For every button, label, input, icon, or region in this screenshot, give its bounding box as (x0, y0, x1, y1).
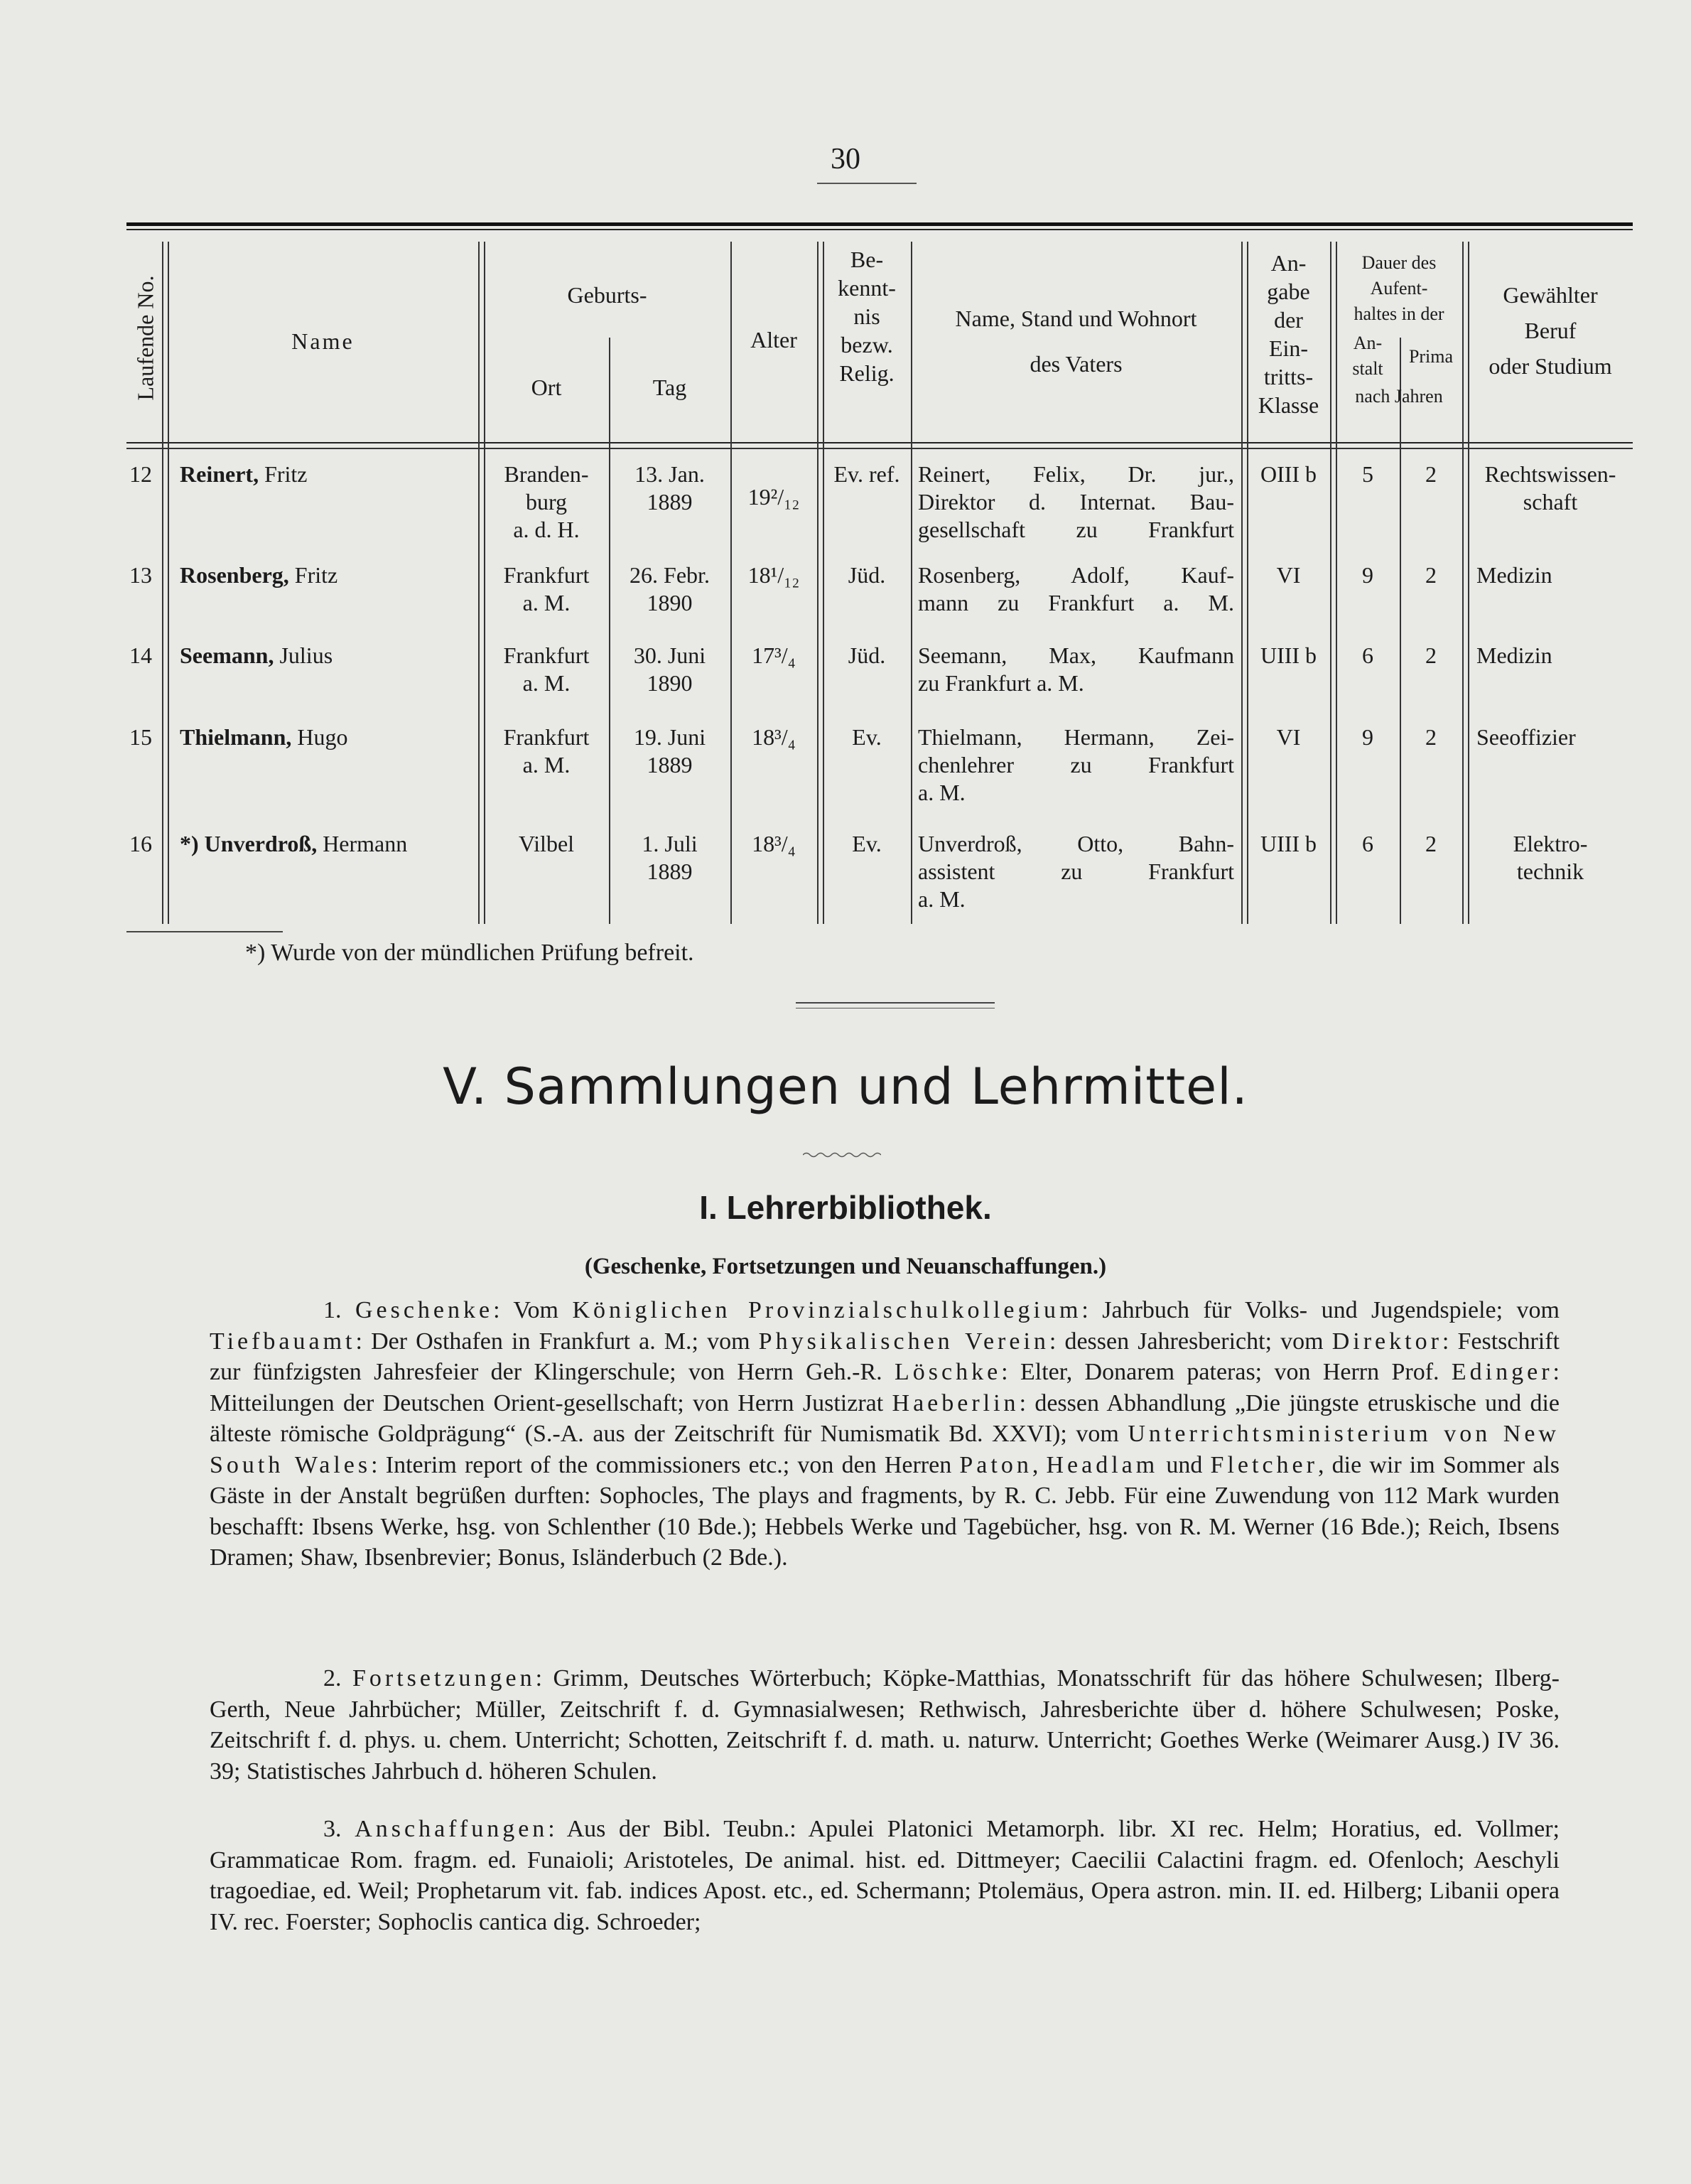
birth-place: Branden- burg a. d. H. (504, 461, 589, 542)
religion: Ev. (852, 724, 882, 750)
birth-place: Frankfurt a. M. (503, 724, 590, 778)
row-number: 15 (129, 724, 152, 750)
birth-place: Vilbel (518, 831, 575, 856)
section-title: V. Sammlungen und Lehrmittel. (443, 1058, 1248, 1116)
paragraph-text: 2. (323, 1665, 352, 1691)
father-info: Seemann, Max, Kaufmann zu Frankfurt a. M. (918, 642, 1234, 696)
row-number: 13 (129, 562, 152, 588)
father-info: Rosenberg, Adolf, Kauf- mann zu Frankfurt a. M. (918, 562, 1234, 615)
entry-class: UIII b (1260, 642, 1317, 668)
header-laufende-no: Laufende No. (132, 275, 158, 400)
column-divider (478, 242, 480, 924)
age: 19²/₁₂ (747, 484, 800, 510)
years-prima: 2 (1425, 831, 1437, 856)
student-name: Reinert, Fritz (180, 461, 308, 487)
header-alter: Alter (750, 327, 797, 353)
father-info: Reinert, Felix, Dr. jur., Direktor d. Internat. Bau- gesellschaft zu Frankfurt (918, 461, 1234, 542)
paragraph-text: : Grimm, Deutsches Wörterbuch; Köpke-Matthias, Monatsschrift für das höhere Schulwesen; Ilberg-Gerth, Neue Jahrbücher; Müller, Zeitschrift f. d. Gymnasialwesen; Rethwisch, Jahresberichte über d. höhere Schulwesen; Poske, Zeitschrift f. d. phys. u. chem. Unterricht; Schotten, Zeitschrift f. d. math. u. naturw. Unterricht; Goethes Werke (Weimarer Ausg.) IV 36. 39; Statistisches Jahrbuch d. höheren Schulen. (210, 1665, 1560, 1785)
paragraph-text: : Aus der Bibl. Teubn.: Apulei Platonici Metamorph. libr. XI rec. Helm; Horatius, ed. Vollmer; Grammaticae Rom. fragm. ed. Funaioli; Aristoteles, De animal. hist. ed. Dittmeyer; Caecilii Calactini fragm. ed. Ofenloch; Aeschyli tragoediae, ed. Weil; Prophetarum vit. fab. indices Apost. etc., ed. Schermann; Ptolemäus, Opera astron. min. II. ed. Hilberg; Libanii opera IV. rec. Foerster; Sophoclis cantica dig. Schroeder; (210, 1816, 1560, 1935)
emphasized-text: Fletcher (1210, 1451, 1318, 1478)
paragraph-text: , (1032, 1451, 1047, 1478)
column-divider (162, 242, 163, 924)
row-number: 14 (129, 642, 152, 668)
column-divider (817, 242, 819, 924)
student-name: Thielmann, Hugo (180, 724, 348, 750)
header-prima: Prima (1408, 346, 1454, 367)
years-anstalt: 6 (1362, 642, 1373, 668)
religion: Jüd. (848, 562, 886, 588)
row-number: 12 (129, 461, 152, 487)
birth-date: 26. Febr. 1890 (630, 562, 710, 615)
paragraph-text: : Festschrift zur fünfzigsten Jahresfeier der Klingerschule; von Herrn Geh.-R. (210, 1328, 1560, 1385)
years-prima: 2 (1425, 562, 1437, 588)
table-header-rule (126, 442, 1633, 443)
emphasized-text: Unterrichtsministerium von New South Wales (210, 1421, 1560, 1478)
emphasized-text: Tiefbauamt (210, 1328, 356, 1355)
birth-date: 30. Juni 1890 (633, 642, 706, 696)
header-beruf: Gewählter Beruf oder Studium (1489, 282, 1612, 379)
paragraph-text: : Interim report of the commissioners etc.; von den Herren (371, 1451, 960, 1478)
age: 18³/₄ (752, 724, 796, 750)
father-info: Thielmann, Hermann, Zei- chenlehrer zu Frankfurt a. M. (918, 724, 1234, 805)
column-divider (1462, 242, 1464, 924)
table-top-rule (126, 222, 1633, 226)
page-number: 30 (831, 143, 860, 176)
chosen-career: Rechtswissen- schaft (1484, 461, 1616, 515)
section-separator (796, 1002, 995, 1004)
paragraph-text: : Mitteilungen der Deutschen Orient-gesellschaft; von Herrn Justizrat (210, 1359, 1560, 1416)
student-name: Seemann, Julius (180, 642, 333, 668)
years-anstalt: 6 (1362, 831, 1373, 856)
emphasized-text: Geschenke (355, 1297, 494, 1323)
years-prima: 2 (1425, 642, 1437, 668)
chosen-career: Elektro- technik (1513, 831, 1588, 884)
paragraph-fortsetzungen (210, 1663, 1560, 1787)
student-name: *) Unverdroß, Hermann (180, 831, 408, 856)
emphasized-text: Haeberlin (892, 1389, 1020, 1416)
father-info: Unverdroß, Otto, Bahn- assistent zu Frankfurt a. M. (918, 831, 1234, 912)
header-nach-jahren: nach Jahren (1355, 386, 1443, 407)
chosen-career: Medizin (1476, 642, 1552, 668)
paragraph-text: : Vom (493, 1297, 573, 1323)
paragraph-text: 1. (323, 1297, 355, 1323)
age: 18³/₄ (752, 831, 796, 856)
footnote: *) Wurde von der mündlichen Prüfung befreit. (245, 940, 694, 966)
subsection-subtitle: (Geschenke, Fortsetzungen und Neuanschaffungen.) (584, 1254, 1107, 1279)
paragraph-anschaffungen (210, 1814, 1560, 1937)
religion: Ev. ref. (833, 461, 900, 487)
paragraph-text: : dessen Abhandlung „Die jüngste etruskische und die älteste römische Goldprägung“ (S.-A. aus der Zeitschrift für Numismatik Bd. XXVI); vom (210, 1389, 1560, 1447)
header-tag: Tag (652, 375, 687, 400)
header-geburts: Geburts- (567, 282, 647, 308)
birth-date: 1. Juli 1889 (642, 831, 698, 884)
paragraph-text: : Jahrbuch für Volks- und Jugendspiele; vom (1081, 1297, 1560, 1323)
years-anstalt: 9 (1362, 724, 1373, 750)
chosen-career: Medizin (1476, 562, 1552, 588)
table-top-rule-thin (126, 229, 1633, 230)
emphasized-text: Paton (959, 1451, 1032, 1478)
birth-place: Frankfurt a. M. (503, 642, 590, 696)
chosen-career: Seeoffizier (1476, 724, 1576, 750)
header-vater: Name, Stand und Wohnort des Vaters (955, 306, 1197, 377)
emphasized-text: Königlichen Provinzialschulkollegium (572, 1297, 1082, 1323)
emphasized-text: Physikalischen Verein (758, 1328, 1049, 1355)
emphasized-text: Anschaffungen (355, 1816, 549, 1842)
religion: Jüd. (848, 642, 886, 668)
emphasized-text: Headlam (1046, 1451, 1159, 1478)
header-name: Name (291, 328, 355, 354)
years-anstalt: 9 (1362, 562, 1373, 588)
religion: Ev. (852, 831, 882, 856)
emphasized-text: Direktor (1331, 1328, 1442, 1355)
paragraph-text: und (1158, 1451, 1211, 1478)
page-number-rule (817, 183, 917, 184)
header-dauer: Dauer des Aufent- haltes in der (1354, 252, 1444, 324)
birth-date: 19. Juni 1889 (633, 724, 706, 778)
paragraph-text: : Der Osthafen in Frankfurt a. M.; vom (355, 1328, 759, 1355)
header-eintritts-klasse: An- gabe der Ein- tritts- Klasse (1258, 250, 1319, 418)
paragraph-text: , die wir im Sommer als Gäste in der Anstalt begrüßen durften: Sophocles, The plays and fragments, by R. C. Jebb. Für eine Zuwendung von 112 Mark wurden beschafft: Ibsens Werke, hsg. von Schlenther (10 Bde.); Hebbels Werke und Tagebücher, hsg. von R. M. Werner (16 Bde.); Reich, Ibsens Dramen; Shaw, Ibsenbrevier; Bonus, Isländerbuch (2 Bde.). (210, 1451, 1560, 1571)
age: 17³/₄ (752, 642, 796, 668)
row-number: 16 (129, 831, 152, 856)
footnote-rule (126, 931, 283, 932)
years-prima: 2 (1425, 724, 1437, 750)
years-prima: 2 (1425, 461, 1437, 487)
years-anstalt: 5 (1362, 461, 1373, 487)
subsection-title: I. Lehrerbibliothek. (699, 1189, 992, 1226)
birth-date: 13. Jan. 1889 (634, 461, 705, 515)
header-anstalt: An- stalt (1352, 333, 1383, 379)
student-name: Rosenberg, Fritz (180, 562, 338, 588)
entry-class: VI (1276, 562, 1301, 588)
header-ort: Ort (531, 375, 562, 400)
table-header-rule-thin (126, 448, 1633, 449)
emphasized-text: Edinger (1451, 1359, 1553, 1385)
paragraph-text: 3. (323, 1816, 355, 1842)
column-divider (1241, 242, 1243, 924)
age: 18¹/₁₂ (747, 562, 800, 588)
entry-class: UIII b (1260, 831, 1317, 856)
entry-class: VI (1276, 724, 1301, 750)
wavy-underline (803, 1151, 881, 1158)
emphasized-text: Löschke (894, 1359, 1002, 1385)
paragraph-text: : dessen Jahresbericht; vom (1049, 1328, 1332, 1355)
birth-place: Frankfurt a. M. (503, 562, 590, 615)
header-bekenntnis: Be- kennt- nis bezw. Relig. (838, 247, 896, 386)
entry-class: OIII b (1260, 461, 1317, 487)
paragraph-text: : Elter, Donarem pateras; von Herrn Prof. (1001, 1359, 1452, 1385)
column-divider (1330, 242, 1331, 924)
paragraph-geschenke (210, 1295, 1560, 1574)
emphasized-text: Fortsetzungen (352, 1665, 536, 1691)
